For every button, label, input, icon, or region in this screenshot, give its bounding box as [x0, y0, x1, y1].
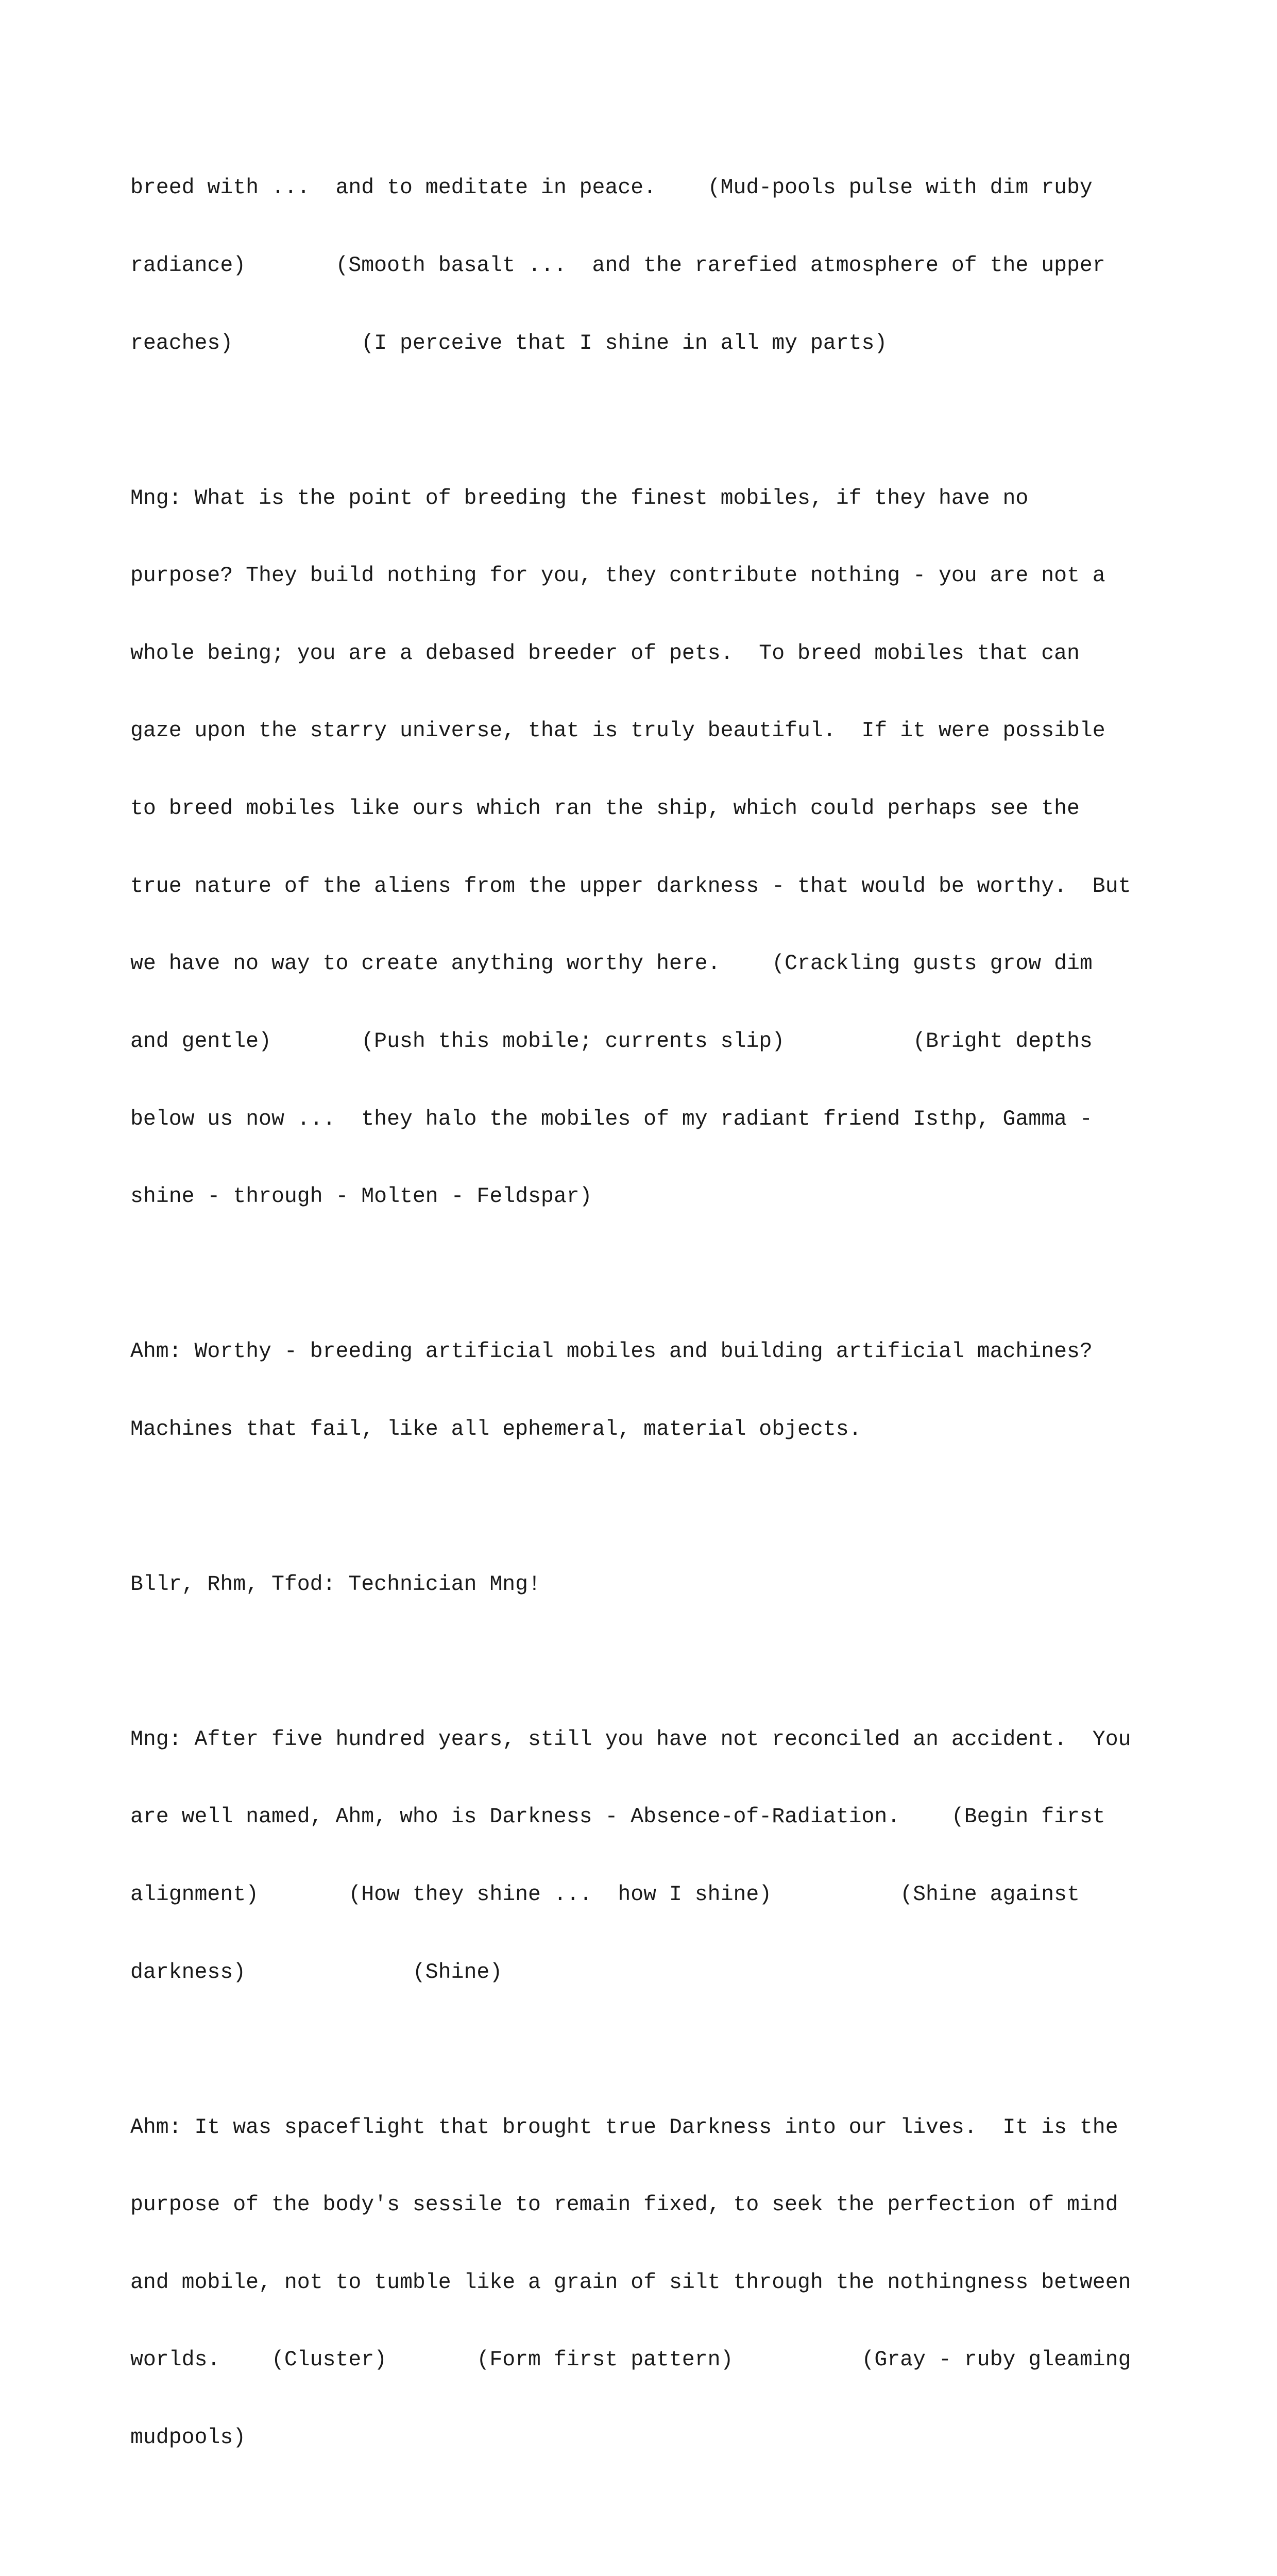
text-line: Machines that fail, like all ephemeral, material objects. — [130, 1417, 862, 1442]
text-line: darkness) (Shine) — [130, 1960, 503, 1985]
text-line: mudpools) — [130, 2426, 246, 2450]
paragraph-7 — [130, 2529, 1181, 2576]
text-line: Ahm: Worthy - breeding artificial mobiles and building artificial machines? — [130, 1340, 1093, 1364]
text-line: whole being; you are a debased breeder of pets. To breed mobiles that can — [130, 641, 1080, 666]
text-line: reaches) (I perceive that I shine in all my parts) — [130, 331, 888, 355]
text-line: Ahm: It was spaceflight that brought true Darkness into our lives. It is the — [130, 2115, 1118, 2140]
text-line: we have no way to create anything worthy here. (Crackling gusts grow dim — [130, 952, 1093, 976]
text-line: and gentle) (Push this mobile; currents slip) (Bright depths — [130, 1029, 1093, 1054]
paragraph-6 — [130, 2063, 1181, 2502]
paragraph-5 — [130, 1675, 1181, 2037]
text-line: true nature of the aliens from the upper darkness - that would be worthy. But — [130, 874, 1131, 899]
text-line: breed with ... and to meditate in peace. (Mud-pools pulse with dim ruby — [130, 176, 1093, 200]
text-line: gaze upon the starry universe, that is truly beautiful. If it were possible — [130, 719, 1105, 743]
paragraph-1 — [130, 124, 1181, 408]
paragraph-3 — [130, 1287, 1181, 1495]
text-line: below us now ... they halo the mobiles of my radiant friend Isthp, Gamma - — [130, 1107, 1093, 1131]
text-line: shine - through - Molten - Feldspar) — [130, 1184, 592, 1209]
text-line: Mng: What is the point of breeding the finest mobiles, if they have no — [130, 486, 1029, 511]
text-line: to breed mobiles like ours which ran the ship, which could perhaps see the — [130, 796, 1080, 821]
text-line: Mng: After five hundred years, still you have not reconciled an accident. You — [130, 1727, 1131, 1752]
paragraph-4 — [130, 1520, 1181, 1649]
text-line: purpose of the body's sessile to remain fixed, to seek the perfection of mind — [130, 2193, 1118, 2217]
text-line: worlds. (Cluster) (Form first pattern) (Gray - ruby gleaming — [130, 2348, 1131, 2372]
text-line: alignment) (How they shine ... how I shine) (Shine against — [130, 1883, 1080, 1907]
paragraph-2 — [130, 434, 1181, 1262]
text-line: radiance) (Smooth basalt ... and the rarefied atmosphere of the upper — [130, 253, 1105, 278]
text-line: and mobile, not to tumble like a grain of silt through the nothingness between — [130, 2270, 1131, 2295]
text-line: are well named, Ahm, who is Darkness - Absence-of-Radiation. (Begin first — [130, 1805, 1105, 1829]
text-line: Bllr, Rhm, Tfod: Technician Mng! — [130, 1572, 541, 1597]
text-line: purpose? They build nothing for you, they contribute nothing - you are not a — [130, 564, 1105, 588]
document-page — [130, 124, 1181, 2576]
